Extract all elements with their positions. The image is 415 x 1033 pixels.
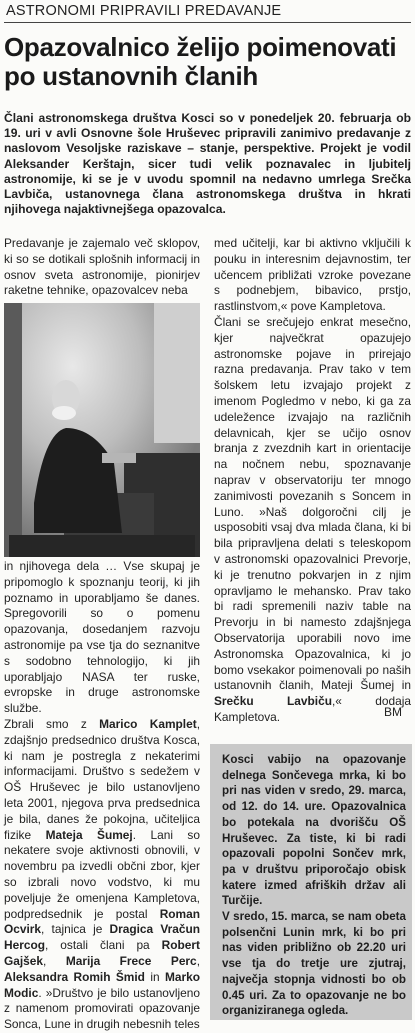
col-a2-p1: in njihovega dela … Vse skupaj je pripomoglo k spoznanju teorij, ki jih poznamo in uporabljamo še danes. Spregovorili so o pomenu opazovanja, dosedanjem razvoju astronomije pa vse tja do seznanitve s sodobno tehnologijo, ki jih uporabljajo NASA ter ruske, evropske in druge astronomske službe. (4, 559, 200, 716)
text-run: , (196, 953, 200, 968)
name-ocvirk: Roman Ocvirk (4, 906, 200, 937)
name-kamplet: Marico Kamplet (99, 716, 197, 731)
article-photo (4, 303, 200, 557)
column-right (214, 236, 411, 726)
text-run: , ostali člani pa (44, 938, 162, 953)
name-modic: Marko Modic (4, 969, 200, 1000)
name-romih-smid: Aleksandra Romih Šmid (4, 969, 145, 984)
text-run: , tajnica je (41, 922, 110, 937)
text-run: in (144, 969, 165, 984)
text-run: . »Društvo je bilo ustanovljeno z namenom promovirati opazovanje Sonca, Lune in drugih nebesnih teles (4, 985, 200, 1032)
col-b-p1: med učitelji, kar bi aktivno vključili k pouku in interesnim dejavnostim, ter učencem približati vzroke povezane s podnebjem, bibavico, prstjo, rastlinstvom,« pove Kampletova. (214, 236, 411, 314)
col-a2-p2 (4, 717, 200, 1033)
name-gajsek: Robert Gajšek (4, 938, 200, 968)
lecture-photo-image (4, 303, 200, 557)
info-box-p1: Kosci vabijo na opazovanje delnega Sončevega mrka, ki bo pri nas viden v sredo, 29. marca, od 12. do 14. ure. Opazovalnica bo potekala na dvorišču OŠ Hruševec. Za tiste, ki bi radi opazovali popolni Sončev mrk, pa v društvu priporočajo obisk katere izmed afriških držav ali Turčije. (222, 753, 406, 908)
author-signature: BM (384, 705, 402, 719)
info-box-text (222, 752, 406, 1019)
column-left-top (4, 236, 200, 299)
text-run: , zdajšnjo predsednico društva Kosca, ki nam je postregla z nekaterimi informacijami. Društvo s sedežem v OŠ Hruševec je bilo ustanovljeno leta 2001, njegova prva predsednica je bila, danes že pokojna, učiteljica fizike (4, 716, 200, 842)
kicker-rule (4, 22, 411, 23)
column-left-bottom (4, 559, 200, 1033)
name-lavbic: Srečku Lavbiču (214, 694, 332, 709)
col-a1-text: Predavanje je zajemalo več sklopov, ki so se dotikali splošnih informacij in osnov sveta astronomije, pionirjev raketne tehnike, opazovalcev neba (4, 236, 200, 298)
info-box-p2: V sredo, 15. marca, se nam obeta polsenčni Lunin mrk, ki bo pri nas viden približno ob 22.20 uri vse tja do tretje ure zjutraj, največja stopnja vidnosti bo ob 0.45 uri. Za to opazovanje ne bo organiziranega ogleda. (222, 910, 406, 1018)
text-run: ,« dodaja Kampletova. (214, 694, 411, 724)
text-run: , (43, 953, 66, 968)
lead-paragraph: Člani astronomskega društva Kosci so v ponedeljek 20. februarja ob 19. uri v avli Osnovne šole Hruševec pripravili zanimivo predavanje z naslovom Vesoljske raziskave – stanje, perspektive. Projekt je vodil Aleksander Kerštajn, sicer tudi velik poznavalec in ljubitelj astronomije, ki se je v uvodu spomnil na nedavno umrlega Srečka Lavbiča, ustanovnega člana astronomskega društva in hkrati njihovega najaktivnejšega opazovalca. (4, 111, 411, 217)
text-run: Zbrali smo z (4, 716, 100, 731)
name-sumej: Mateja Šumej (45, 827, 133, 842)
text-run: . Lani so nekatere svoje aktivnosti obnovili, v novembru pa izvedli občni zbor, kjer so izbrali novo vodstvo, ki mu poveljuje že omenjena Kampletova, podpredsednik je postal (4, 827, 200, 921)
name-vracun-hercog: Dragica Vračun Hercog (4, 922, 200, 953)
name-frece-perc: Marija Frece Perc (65, 953, 197, 968)
col-b-p2 (214, 315, 411, 726)
section-kicker: ASTRONOMI PRIPRAVILI PREDAVANJE (6, 3, 282, 19)
text-run: Člani se srečujejo enkrat mesečno, kjer največkrat opazujejo astronomske pojave in prirejajo razna predavanja. Prav tako v tem šolskem letu izvajajo projekt z imenom Pogledmo v nebo, ki ga za udeležence izvajajo na različnih delavnicah, kjer se učijo osnov branja z zvezdnih kart in orientacije na nočnem nebu, spoznavanje naprav v observatoriju ter mnogo zanimivosti povezanih s Soncem in Luno. »Naš dolgoročni cilj je usposobiti vsaj dva mlada člana, ki bi bila pripravljena delati s teleskopom v astronomski opazovalnici Prevorje, ki je trenutno pokvarjen in z njim opravljamo le mehansko. Prav tako bi radi spremenili naziv table na Prevorju in bi namesto zdajšnjega Observatorija uporabili novo ime Astronomska Opazovalnica, ki jo bomo vsekakor poimenovali po naših ustanovnih članih, Mateji Šumej in (214, 314, 411, 693)
headline: Opazovalnico želijo poimenovati po ustanovnih članih (4, 32, 397, 91)
